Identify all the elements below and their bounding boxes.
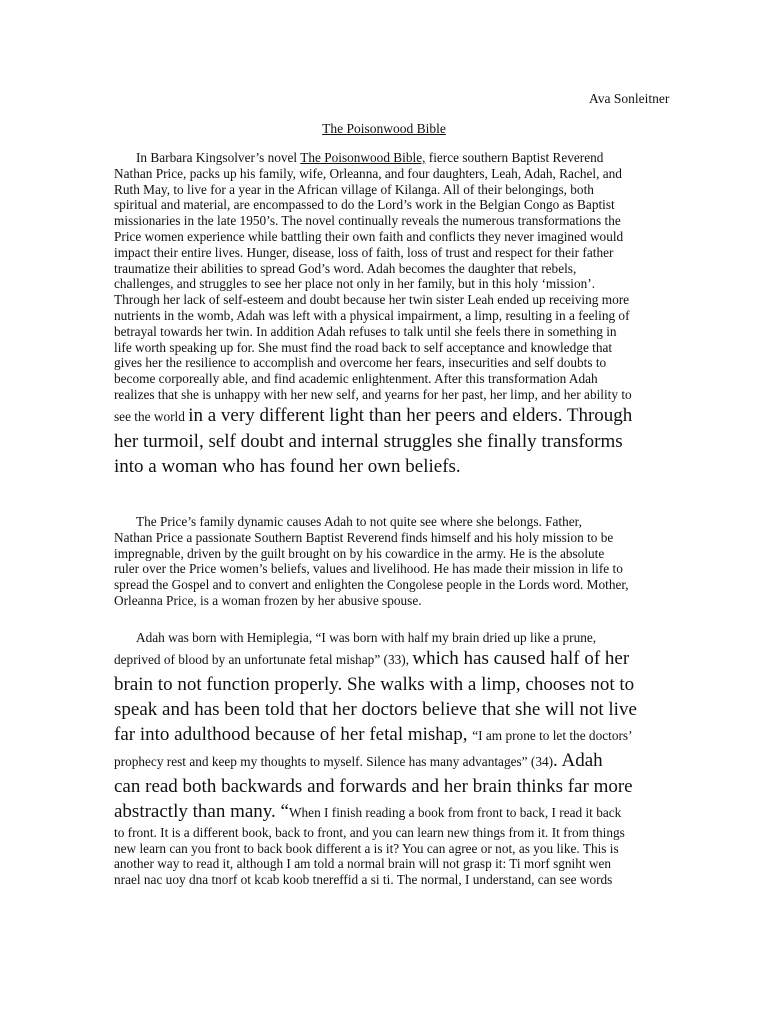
text-run-large: which has caused half of her xyxy=(412,647,630,669)
text-run: deprived of blood by an unfortunate fetal mishap” (33), xyxy=(114,651,413,667)
text-line: spread the Gospel and to convert and enlighten the Congolese people in the Lords word. Mother, xyxy=(114,577,629,593)
text-line: traumatize their abilities to spread God’s word. Adah becomes the daughter that rebels, xyxy=(114,260,577,276)
paragraph-3 xyxy=(114,630,679,888)
text-line: impact their entire lives. Hunger, disease, loss of faith, loss of trust and respect for their father xyxy=(114,244,614,260)
text-line: Ruth May, to live for a year in the African village of Kilanga. All of their belongings, both xyxy=(114,181,594,197)
text-line: nrael nac uoy dna tnorf ot kcab koob tnereffid a si ti. The normal, I understand, can see words xyxy=(114,872,613,888)
text-line: gives her the resilience to accomplish and overcome her fears, insecurities and self doubts to xyxy=(114,355,607,371)
text-line: another way to read it, although I am told a normal brain will not grasp it: Ti morf sgniht wen xyxy=(114,856,612,872)
paragraph-1 xyxy=(114,150,679,479)
text-line: betrayal towards her twin. In addition Adah refuses to talk until she feels there in something in xyxy=(114,323,617,339)
text-line: impregnable, driven by the guilt brought on by his cowardice in the army. He is the absolute xyxy=(114,545,605,561)
text-line: Orleanna Price, is a woman frozen by her abusive spouse. xyxy=(114,592,422,608)
text-run-large: in a very different light than her peers and elders. Through xyxy=(188,404,633,426)
paragraph-2 xyxy=(114,514,679,609)
text-line: ruler over the Price women’s beliefs, values and livelihood. He has made their mission in life to xyxy=(114,561,623,577)
author-name: Ava Sonleitner xyxy=(589,91,670,106)
text-run-large: abstractly than many. “ xyxy=(114,800,289,822)
text-line: into a woman who has found her own beliefs. xyxy=(114,455,461,477)
text-line xyxy=(114,748,679,774)
text-run-large: . Adah xyxy=(553,749,603,771)
text-line: Adah was born with Hemiplegia, “I was born with half my brain dried up like a prune, xyxy=(136,630,597,645)
text-line: spiritual and material, are encompassed to do the Lord’s work in the Belgian Congo as Baptist xyxy=(114,197,615,213)
text-line: Nathan Price, packs up his family, wife, Orleanna, and four daughters, Leah, Adah, Rachel, and xyxy=(114,165,622,181)
text-line: life worth speaking up for. She must find the road back to self acceptance and knowledge that xyxy=(114,339,613,355)
text-line: become corporeally able, and find academic enlightenment. After this transformation Adah xyxy=(114,371,598,387)
essay-title xyxy=(0,121,768,137)
text-line: new learn can you front to back book different a is it? You can agree or not, as you like. This is xyxy=(114,840,619,856)
text-line: Through her lack of self-esteem and doubt because her twin sister Leah ended up receiving more xyxy=(114,292,630,308)
text-run-large: far into adulthood because of her fetal mishap, xyxy=(114,723,473,745)
text-line: challenges, and struggles to see her place not only in her family, but in this holy ‘mission’. xyxy=(114,276,596,292)
text-line: speak and has been told that her doctors believe that she will not live xyxy=(114,698,637,720)
text-line: to front. It is a different book, back to front, and you can learn new things from it. It from things xyxy=(114,824,625,840)
text-line xyxy=(114,403,679,429)
text-run: “I am prone to let the doctors’ xyxy=(472,727,633,743)
text-line: The Price’s family dynamic causes Adah to not quite see where she belongs. Father, xyxy=(136,514,582,529)
text-line xyxy=(114,646,679,672)
text-line: realizes that she is unhappy with her new self, and yearns for her past, her limp, and her ability to xyxy=(114,386,632,402)
text-line: nutrients in the womb, Adah was left with a physical impairment, a limp, resulting in a feeling of xyxy=(114,307,630,323)
text-line xyxy=(114,150,679,166)
text-run: In Barbara Kingsolver’s novel xyxy=(136,150,301,165)
text-line: can read both backwards and forwards and her brain thinks far more xyxy=(114,775,633,797)
text-line: Nathan Price a passionate Southern Baptist Reverend finds himself and his holy mission to be xyxy=(114,529,614,545)
text-line: Price women experience while battling their own faith and conflicts they never imagined would xyxy=(114,228,624,244)
text-run: see the world xyxy=(114,408,189,424)
text-run: When I finish reading a book from front to back, I read it back xyxy=(288,804,622,820)
text-run: fierce southern Baptist Reverend xyxy=(425,150,604,165)
book-title-underlined: The Poisonwood Bible, xyxy=(300,150,426,165)
essay-title-text: The Poisonwood Bible xyxy=(322,121,446,136)
text-line xyxy=(114,722,679,748)
text-line: brain to not function properly. She walks with a limp, chooses not to xyxy=(114,673,635,695)
text-run: prophecy rest and keep my thoughts to myself. Silence has many advantages” (34) xyxy=(114,753,554,769)
text-line: missionaries in the late 1950’s. The novel continually reveals the numerous transformations the xyxy=(114,213,621,229)
text-line: her turmoil, self doubt and internal struggles she finally transforms xyxy=(114,430,623,452)
text-line xyxy=(114,799,679,825)
